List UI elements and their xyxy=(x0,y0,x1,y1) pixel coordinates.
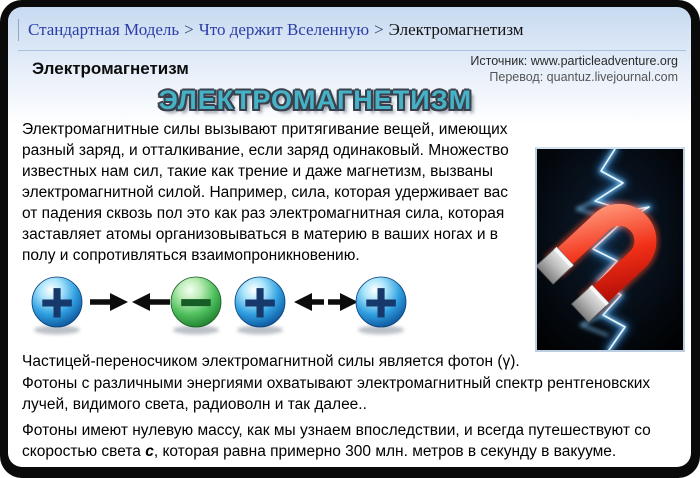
magnet-image xyxy=(535,147,685,352)
plus-sign: + xyxy=(38,276,76,328)
plus-sign: + xyxy=(241,276,279,328)
speed-of-light-symbol: c xyxy=(145,443,154,460)
source-line: Источник: www.particleadventure.org xyxy=(470,54,678,68)
breadcrumb-link-standard-model[interactable]: Стандартная Модель xyxy=(28,20,180,39)
breadcrumb-inner xyxy=(18,19,686,41)
speed-text-after: , которая равна примерно 300 млн. метров в секунду в вакууме. xyxy=(153,443,617,460)
magnet-lightning-graphic xyxy=(535,147,685,352)
negative-charge-ball xyxy=(171,277,221,328)
paragraph-photon: Частицей-переносчиком электромагнитной силы является фотон (γ). xyxy=(22,353,520,370)
attraction-arrows xyxy=(90,293,170,311)
page-background xyxy=(8,7,691,467)
breadcrumb-separator: > xyxy=(184,20,194,39)
repulsion-arrows xyxy=(294,293,358,311)
plus-sign: + xyxy=(362,276,400,328)
breadcrumb-current-page: Электромагнетизм xyxy=(388,20,524,39)
paragraph-spectrum: Фотоны с различными энергиями охватывают электромагнитный спектр рентгеновских лучей, видимого света, радиоволн и так далее.. xyxy=(22,375,651,413)
translation-line: Перевод: quantuz.livejournal.com xyxy=(489,70,678,84)
positive-charge-ball xyxy=(235,277,285,328)
stylized-title: ЭЛЕКТРОМАГНЕТИЗМ xyxy=(158,85,473,115)
speed-text-before: Фотоны имеют нулевую массу, как мы узнаем впоследствии, и всегда путешествуют со скоростью света xyxy=(22,422,651,460)
breadcrumb xyxy=(18,14,686,51)
positive-charge-ball xyxy=(356,277,406,328)
charge-diagram-graphic xyxy=(24,271,424,339)
main-content xyxy=(14,119,688,467)
breadcrumb-link-what-holds-universe[interactable]: Что держит Вселенную xyxy=(198,20,370,39)
minus-sign: − xyxy=(177,276,215,328)
paragraph-speed xyxy=(22,420,672,462)
page-heading: Электромагнетизм xyxy=(32,59,189,78)
breadcrumb-separator: > xyxy=(374,20,384,39)
paragraph-intro: Электромагнитные силы вызывают притягивание вещей, имеющих разный заряд, и отталкивание, если заряд одинаковый. Множество известных нам сил, такие как трение и даже магнетизм, вызваны электромагнитной силой. Например, сила, которая удерживает вас от падения сквозь пол это как раз электромагнитная сила, которая заставляет атомы организовываться в материю в ваших ногах и в полу и сопротивляться взаимопроникновению. xyxy=(22,121,509,264)
source-info xyxy=(470,53,678,85)
positive-charge-ball xyxy=(32,277,82,328)
